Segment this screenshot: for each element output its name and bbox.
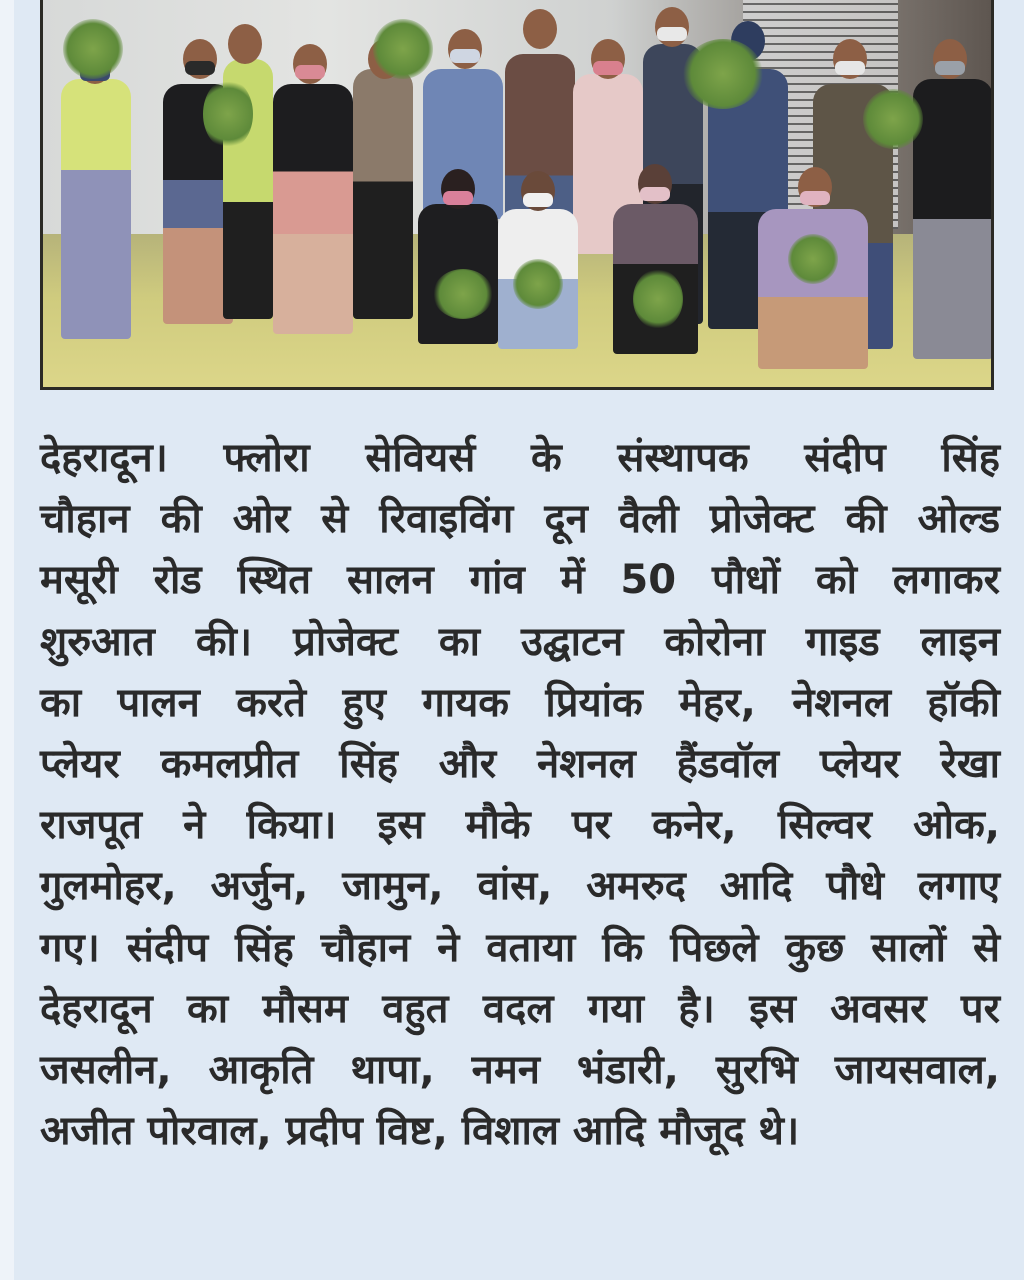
person (273, 84, 353, 334)
article-line: देहरादून का मौसम वहुत वदल गया है। इस अवसर पर (40, 985, 1000, 1032)
sapling (633, 269, 683, 329)
sapling (373, 19, 433, 79)
person-head (523, 9, 557, 49)
sapling (788, 234, 838, 284)
article-line: प्लेयर कमलप्रीत सिंह और नेशनल हैंडवॉल प्लेयर रेखा (40, 740, 1000, 787)
face-mask (657, 27, 687, 41)
article-line: अजीत पोरवाल, प्रदीप विष्ट, विशाल आदि मौजूद थे। (40, 1108, 800, 1155)
face-mask (450, 49, 480, 63)
person-head (228, 24, 262, 64)
article-line: गुलमोहर, अर्जुन, जामुन, वांस, अमरुद आदि पौधे लगाए (40, 863, 1000, 910)
face-mask (593, 61, 623, 75)
article-line: चौहान की ओर से रिवाइविंग दून वैली प्रोजेक्ट की ओल्ड (40, 496, 1000, 543)
article-line: देहरादून। फ्लोरा सेवियर्स के संस्थापक संदीप सिंह (40, 435, 1000, 481)
sapling (683, 39, 763, 109)
article-line: का पालन करते हुए गायक प्रियांक मेहर, नेशनल हॉकी (40, 679, 1000, 726)
sapling (433, 269, 493, 319)
page-edge-strip (0, 0, 14, 1280)
article-line: जसलीन, आकृति थापा, नमन भंडारी, सुरभि जायसवाल, (40, 1046, 1000, 1093)
face-mask (800, 191, 830, 205)
person (913, 79, 993, 359)
article-line: राजपूत ने किया। इस मौके पर कनेर, सिल्वर ओक, (40, 802, 1000, 849)
person (61, 79, 131, 339)
person (758, 209, 868, 369)
news-photo (40, 0, 994, 390)
face-mask (295, 65, 325, 79)
sapling (203, 79, 253, 149)
sapling (513, 259, 563, 309)
face-mask (935, 61, 965, 75)
face-mask (523, 193, 553, 207)
face-mask (640, 187, 670, 201)
article-body (40, 428, 1000, 1162)
sapling (863, 89, 923, 149)
sapling (63, 19, 123, 79)
article-line: मसूरी रोड स्थित सालन गांव में 50 पौधों को लगाकर (40, 557, 1000, 604)
face-mask (185, 61, 215, 75)
face-mask (835, 61, 865, 75)
article-line: शुरुआत की। प्रोजेक्ट का उद्घाटन कोरोना गाइड लाइन (40, 618, 1000, 665)
face-mask (443, 191, 473, 205)
person (353, 69, 413, 319)
article-line: गए। संदीप सिंह चौहान ने वताया कि पिछले कुछ सालों से (40, 924, 1000, 971)
